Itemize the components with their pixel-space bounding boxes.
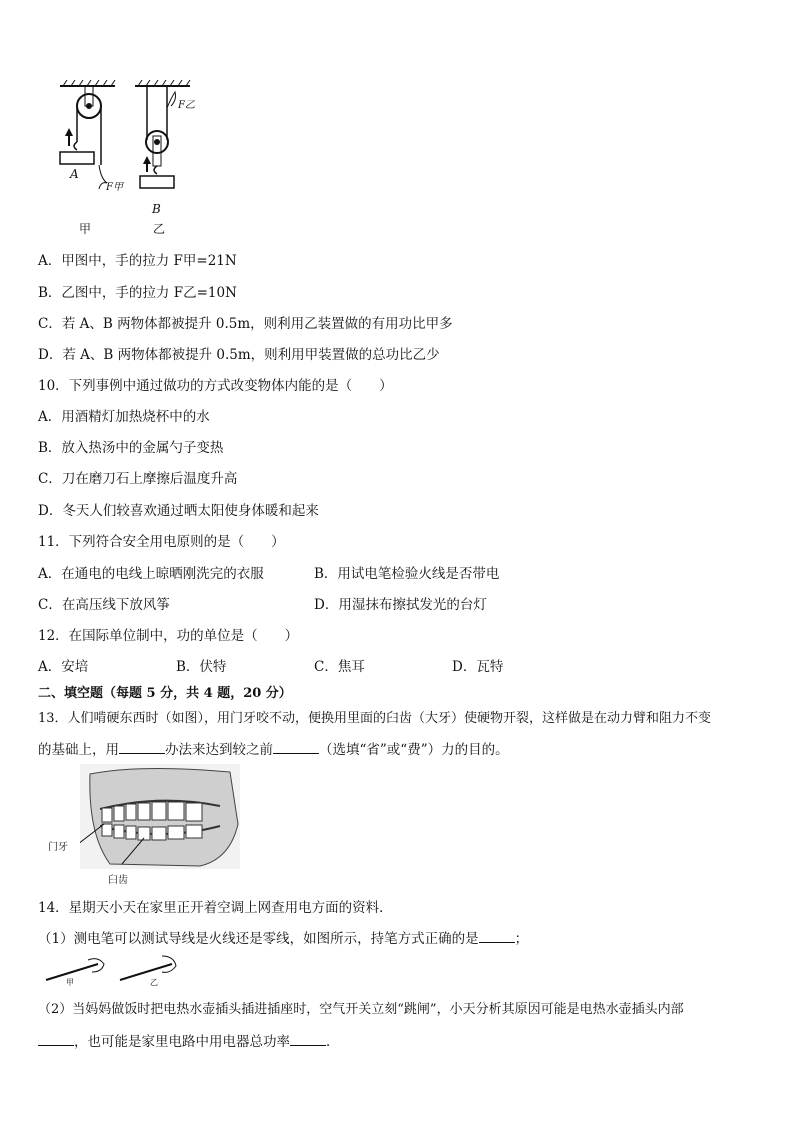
q13-blank-1[interactable] xyxy=(119,741,165,754)
pen-label-yi: 乙 xyxy=(150,978,158,987)
q14-blank-1[interactable] xyxy=(479,930,515,943)
q14-blank-3[interactable] xyxy=(290,1033,326,1046)
q13-line1: 13．人们啃硬东西时（如图），用门牙咬不动，便换用里面的臼齿（大牙）使硬物开裂，这样做是在动力臂和阻力不变 xyxy=(38,711,712,726)
q13-text-a: 的基础上，用 xyxy=(38,742,119,758)
q11-option-a: A．在通电的电线上晾晒刚洗完的衣服 xyxy=(38,566,264,582)
teeth-label-molar: 臼齿 xyxy=(108,875,128,886)
q10-option-c: C．刀在磨刀石上摩擦后温度升高 xyxy=(38,471,238,487)
q12-option-b: B．伏特 xyxy=(176,659,227,675)
q11-option-c: C．在高压线下放风筝 xyxy=(38,597,170,613)
q11-option-d: D．用湿抹布擦拭发光的台灯 xyxy=(314,597,487,613)
q14-part1-end: ； xyxy=(514,931,529,947)
q14-blank-2[interactable] xyxy=(38,1033,74,1046)
q10-option-b: B．放入热汤中的金属勺子变热 xyxy=(38,440,224,456)
q14-part2-end: ． xyxy=(326,1034,340,1050)
q9-option-d: D．若 A、B 两物体都被提升 0.5m，则利用甲装置做的总功比乙少 xyxy=(38,347,440,363)
section-2-heading: 二、填空题（每题 5 分，共 4 题，20 分） xyxy=(38,686,292,701)
q13-line2 xyxy=(38,738,509,758)
caption-yi: 乙 xyxy=(153,222,166,236)
q12-option-a: A．安培 xyxy=(38,659,89,675)
label-F-jia: F甲 xyxy=(106,182,123,193)
q9-option-a: A．甲图中，手的拉力 F甲=21N xyxy=(38,253,237,269)
q14-part2-text: ，也可能是家里电路中用电器总功率 xyxy=(74,1034,290,1050)
q14-part1-text: （1）测电笔可以测试导线是火线还是零线，如图所示，持笔方式正确的是 xyxy=(38,931,479,947)
q11-option-b: B．用试电笔检验火线是否带电 xyxy=(314,566,500,582)
q12-stem: 12．在国际单位制中，功的单位是（ ） xyxy=(38,628,299,644)
q14-part2-line1: （2）当妈妈做饭时把电热水壶插头插进插座时，空气开关立刻“跳闸”，小天分析其原因可能是电热水壶插头内部 xyxy=(38,1002,684,1017)
q14-part2-line2 xyxy=(38,1030,340,1050)
teeth-label-front: 门牙 xyxy=(48,842,68,853)
label-A: A xyxy=(70,167,79,181)
q10-option-d: D．冬天人们较喜欢通过晒太阳使身体暖和起来 xyxy=(38,503,319,519)
caption-jia: 甲 xyxy=(79,222,92,236)
q12-option-d: D．瓦特 xyxy=(452,659,504,675)
q9-option-b: B．乙图中，手的拉力 F乙=10N xyxy=(38,285,237,301)
teeth-figure xyxy=(80,764,240,869)
label-B: B xyxy=(152,202,161,216)
pen-label-jia: 甲 xyxy=(66,978,74,987)
q14-stem: 14．星期天小天在家里正开着空调上网查用电方面的资料． xyxy=(38,900,393,916)
q13-blank-2[interactable] xyxy=(273,741,319,754)
q9-option-c: C．若 A、B 两物体都被提升 0.5m，则利用乙装置做的有用功比甲多 xyxy=(38,316,453,332)
test-pen-figure xyxy=(38,950,188,990)
label-F-yi: F乙 xyxy=(178,100,195,111)
q11-stem: 11．下列符合安全用电原则的是（ ） xyxy=(38,534,285,550)
q10-stem: 10．下列事例中通过做功的方式改变物体内能的是（ ） xyxy=(38,378,393,394)
q13-text-b: 办法来达到较之前 xyxy=(165,742,273,758)
q10-option-a: A．用酒精灯加热烧杯中的水 xyxy=(38,409,210,425)
q12-option-c: C．焦耳 xyxy=(314,659,365,675)
q13-text-c: （选填“省”或“费”）力的目的。 xyxy=(319,742,509,758)
q14-part1 xyxy=(38,927,528,947)
